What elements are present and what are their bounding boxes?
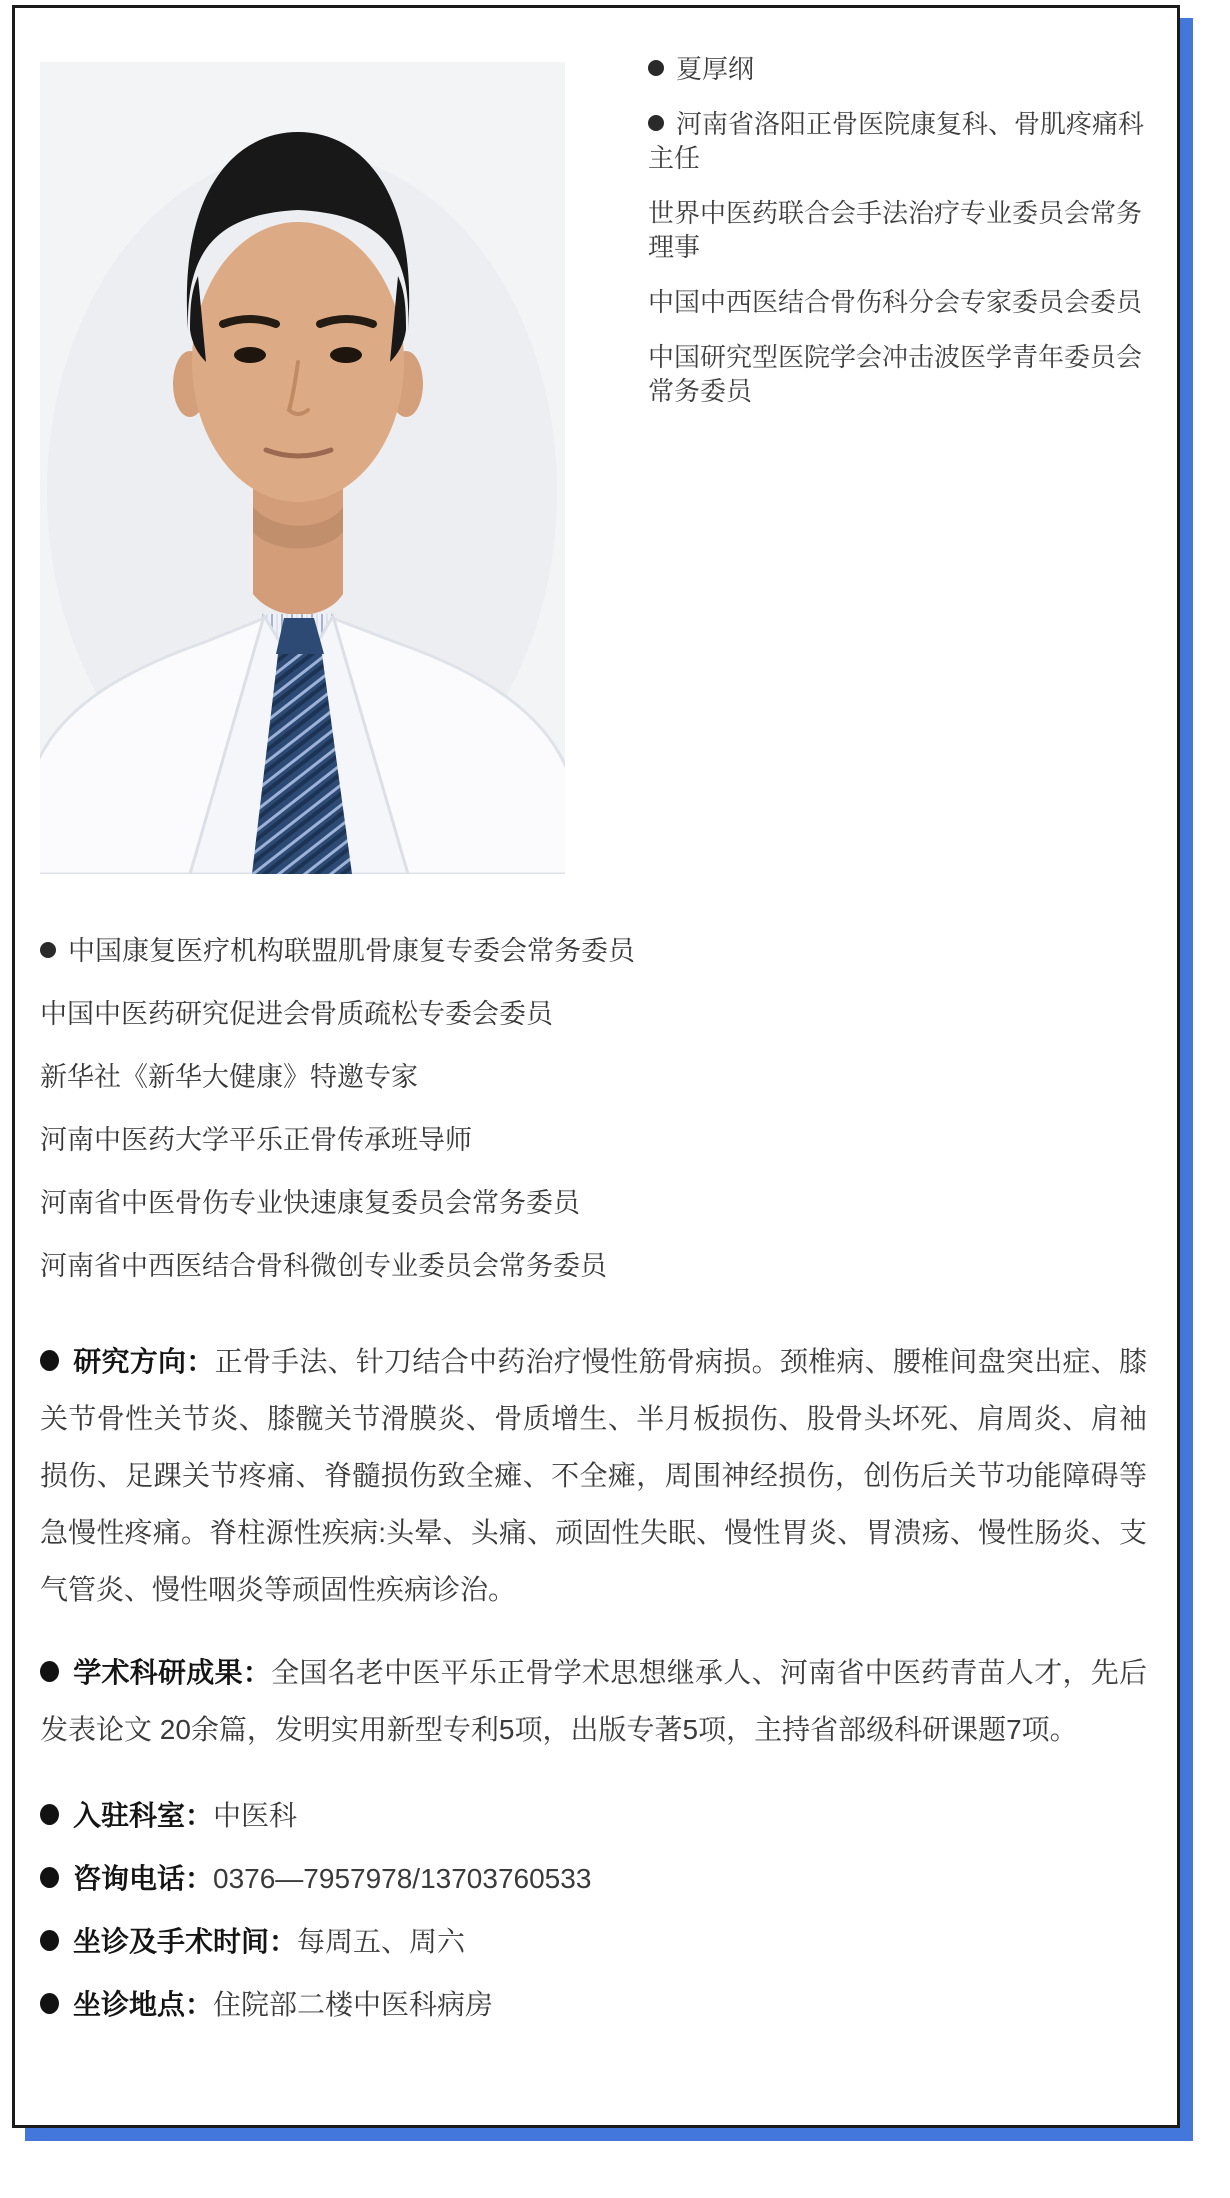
- credential-text: 中国中西医结合骨伤科分会专家委员会委员: [648, 287, 1143, 317]
- info-value: 每周五、周六: [297, 1926, 466, 1957]
- credential-text: 中国研究型医院学会冲击波医学青年委员会常务委员: [648, 342, 1143, 406]
- bullet-icon: [648, 60, 664, 76]
- credential-item: [40, 1000, 1147, 1029]
- info-item-schedule: [40, 1926, 1147, 1958]
- credential-text: 河南省中西医结合骨科微创专业委员会常务委员: [40, 1251, 607, 1281]
- info-label: 坐诊及手术时间：: [73, 1926, 298, 1957]
- credential-item: [40, 1063, 1147, 1092]
- credential-text: 新华社《新华大健康》特邀专家: [40, 1062, 418, 1092]
- bullet-icon: [40, 942, 56, 958]
- credential-item: [648, 107, 1158, 175]
- bullet-icon: [40, 1350, 59, 1371]
- doctor-portrait-illustration: [40, 62, 565, 874]
- bullet-icon: [40, 1661, 59, 1682]
- section-text: 正骨手法、针刀结合中药治疗慢性筋骨病损。颈椎病、腰椎间盘突出症、膝关节骨性关节炎、膝髋关节滑膜炎、骨质增生、半月板损伤、股骨头坏死、肩周炎、肩袖损伤、足踝关节疼痛、脊髓损伤致全瘫、不全瘫，周围神经损伤，创伤后关节功能障碍等急慢性疼痛。脊柱源性疾病:头晕、头痛、顽固性失眠、慢性胃炎、胃溃疡、慢性肠炎、支气管炎、慢性咽炎等顽固性疾病诊治。: [40, 1346, 1147, 1605]
- credential-item: [648, 52, 1158, 86]
- profile-card: [12, 5, 1180, 2128]
- credential-item: [40, 1189, 1147, 1218]
- credential-text: 世界中医药联合会手法治疗专业委员会常务理事: [648, 198, 1143, 262]
- bullet-icon: [40, 1930, 59, 1951]
- credential-text: 河南中医药大学平乐正骨传承班导师: [40, 1125, 472, 1155]
- info-item-department: [40, 1800, 1147, 1832]
- doctor-photo: [40, 62, 565, 874]
- credential-text: 中国康复医疗机构联盟肌骨康复专委会常务委员: [68, 936, 635, 966]
- credential-text: 河南省洛阳正骨医院康复科、骨肌疼痛科主任: [648, 109, 1145, 173]
- section-label: 学术科研成果：: [73, 1657, 272, 1688]
- contact-info-list: [40, 1800, 1147, 2021]
- credential-text: 河南省中医骨伤专业快速康复委员会常务委员: [40, 1188, 580, 1218]
- info-label: 咨询电话：: [73, 1863, 214, 1894]
- research-direction-paragraph: [40, 1333, 1147, 1618]
- bullet-icon: [40, 1867, 59, 1888]
- bullet-icon: [40, 1993, 59, 2014]
- credential-text: 中国中医药研究促进会骨质疏松专委会委员: [40, 999, 553, 1029]
- info-label: 入驻科室：: [73, 1800, 214, 1831]
- credential-item: [40, 1126, 1147, 1155]
- credentials-top: [648, 52, 1158, 429]
- credential-item: [648, 340, 1158, 408]
- bullet-icon: [40, 1804, 59, 1825]
- credential-item: [648, 285, 1158, 319]
- info-value: 中医科: [213, 1800, 298, 1831]
- info-item-location: [40, 1989, 1147, 2021]
- info-label: 坐诊地点：: [73, 1989, 214, 2020]
- info-value: 0376—7957978/13703760533: [213, 1863, 592, 1894]
- bullet-icon: [648, 115, 664, 131]
- doctor-name: 夏厚纲: [676, 54, 755, 84]
- credentials-middle: [40, 937, 1147, 1281]
- academic-achievements-paragraph: [40, 1644, 1147, 1758]
- info-value: 住院部二楼中医科病房: [213, 1989, 494, 2020]
- credential-item: [40, 1252, 1147, 1281]
- hero-section: [15, 8, 1177, 888]
- info-item-phone: [40, 1863, 1147, 1895]
- section-label: 研究方向：: [73, 1346, 215, 1377]
- body-content: [15, 937, 1177, 2021]
- credential-item: [40, 937, 1147, 966]
- credential-item: [648, 196, 1158, 264]
- section-text: 全国名老中医平乐正骨学术思想继承人、河南省中医药青苗人才，先后发表论文 20余篇，发明实用新型专利5项，出版专著5项，主持省部级科研课题7项。: [40, 1657, 1147, 1745]
